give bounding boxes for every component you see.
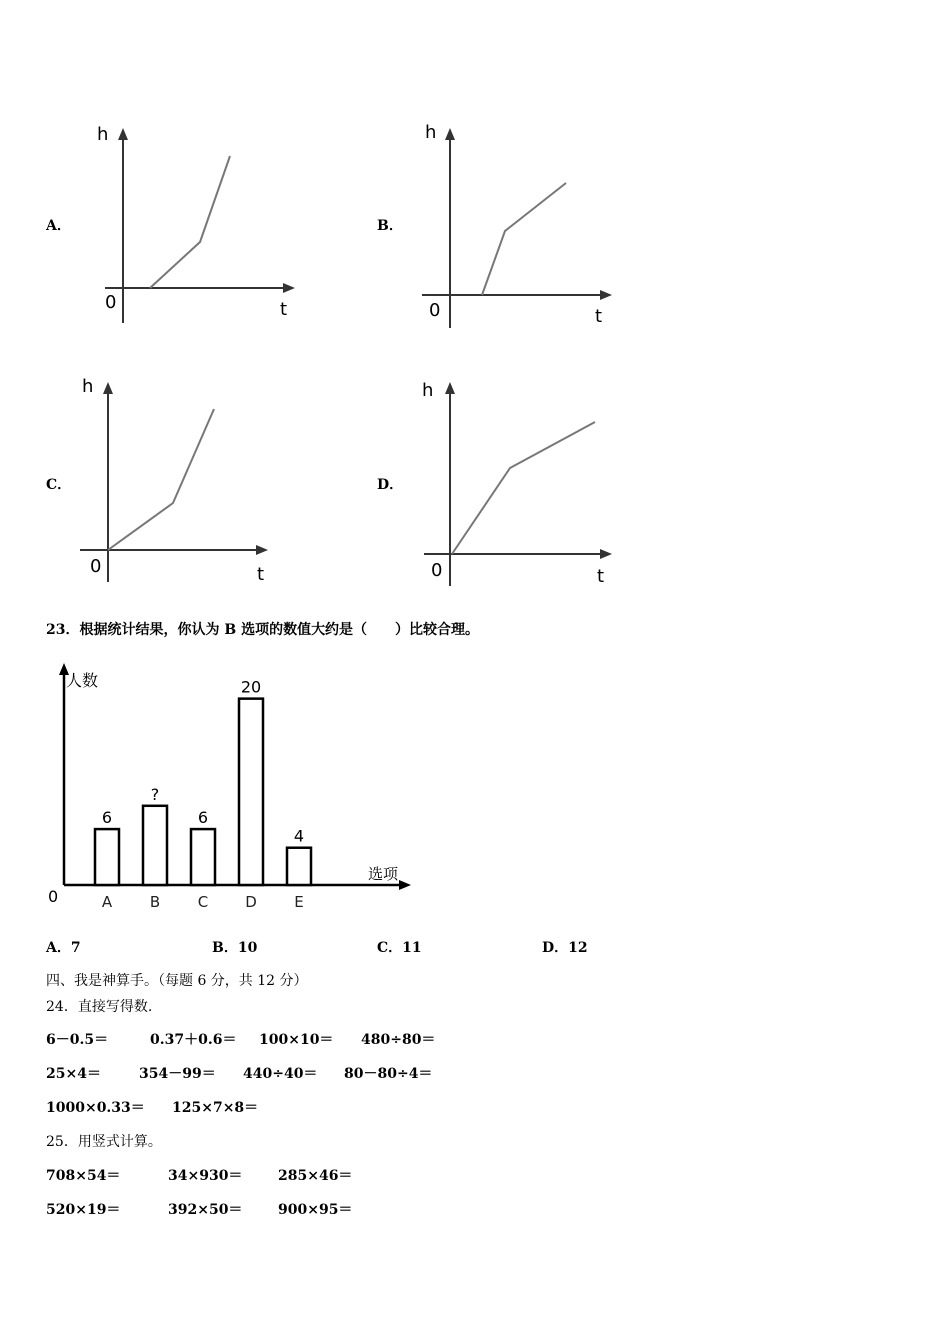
data-label-a: 6 bbox=[101, 808, 113, 828]
section-4-title: 四、我是神算手。（每题 6 分，共 12 分） bbox=[46, 973, 308, 989]
bar-chart bbox=[40, 660, 420, 915]
data-label-d: 20 bbox=[240, 677, 262, 697]
y-axis-label: h bbox=[82, 376, 94, 397]
q24-item: 480÷80＝ bbox=[361, 1032, 436, 1048]
origin-label: 0 bbox=[429, 300, 441, 321]
tick-label-a: A bbox=[101, 893, 113, 911]
option-b-graph bbox=[422, 118, 632, 338]
origin-label: 0 bbox=[90, 556, 102, 577]
y-axis-label: h bbox=[425, 122, 437, 143]
bar-d bbox=[239, 699, 263, 885]
q23-text: 23．根据统计结果，你认为 B 选项的数值大约是（ ）比较合理。 bbox=[46, 622, 480, 638]
origin-label: 0 bbox=[105, 292, 117, 313]
data-label-b: ? bbox=[150, 784, 160, 804]
tick-label-d: D bbox=[245, 893, 257, 911]
x-axis-label: t bbox=[280, 299, 288, 320]
q24-title: 24．直接写得数. bbox=[46, 999, 153, 1015]
q25-item: 900×95＝ bbox=[278, 1202, 353, 1218]
data-label-e: 4 bbox=[293, 826, 305, 846]
y-axis-arrow bbox=[103, 382, 113, 394]
q25-item: 708×54＝ bbox=[46, 1168, 121, 1184]
q24-item: 80－80÷4＝ bbox=[344, 1066, 433, 1082]
h-t-line bbox=[150, 156, 230, 288]
option-a-label: A． bbox=[46, 218, 71, 234]
q25-item: 520×19＝ bbox=[46, 1202, 121, 1218]
bar-a bbox=[95, 829, 119, 885]
tick-label-c: C bbox=[197, 893, 209, 911]
bar-c bbox=[191, 829, 215, 885]
y-axis-title: 人数 bbox=[66, 671, 99, 690]
h-t-line bbox=[482, 183, 566, 295]
x-axis-arrow bbox=[600, 549, 612, 559]
q24-item: 100×10＝ bbox=[259, 1032, 334, 1048]
option-b-label: B． bbox=[377, 218, 403, 234]
x-axis-arrow bbox=[283, 283, 295, 293]
x-axis-arrow bbox=[600, 290, 612, 300]
q25-item: 34×930＝ bbox=[168, 1168, 243, 1184]
x-axis-label: t bbox=[595, 306, 603, 327]
q24-item: 25×4＝ bbox=[46, 1066, 101, 1082]
y-axis-arrow bbox=[445, 382, 455, 394]
q24-item: 125×7×8＝ bbox=[172, 1100, 259, 1116]
bar-b bbox=[143, 806, 167, 885]
q23-choice-a[interactable]: A．7 bbox=[46, 940, 81, 956]
bar-e bbox=[287, 848, 311, 885]
q23-choice-c[interactable]: C．11 bbox=[377, 940, 422, 956]
option-a-graph bbox=[95, 118, 305, 338]
q23-choice-b[interactable]: B．10 bbox=[212, 940, 258, 956]
y-axis-label: h bbox=[97, 124, 109, 145]
q25-item: 392×50＝ bbox=[168, 1202, 243, 1218]
q24-item: 0.37＋0.6＝ bbox=[150, 1032, 237, 1048]
origin-label: 0 bbox=[431, 560, 443, 581]
q25-title: 25．用竖式计算。 bbox=[46, 1134, 162, 1150]
tick-label-e: E bbox=[294, 893, 304, 911]
q24-item: 6－0.5＝ bbox=[46, 1032, 109, 1048]
option-d-graph bbox=[422, 372, 632, 592]
x-axis-title: 选项 bbox=[368, 865, 399, 883]
x-axis-label: t bbox=[597, 566, 605, 587]
option-d-label: D． bbox=[377, 477, 404, 493]
option-c-graph bbox=[80, 372, 290, 592]
q24-item: 1000×0.33＝ bbox=[46, 1100, 145, 1116]
y-axis-arrow bbox=[118, 128, 128, 140]
tick-label-b: B bbox=[149, 893, 161, 911]
data-label-c: 6 bbox=[197, 808, 209, 828]
y-axis-arrow bbox=[445, 128, 455, 140]
h-t-line bbox=[452, 422, 595, 554]
x-axis-arrow bbox=[399, 880, 411, 890]
q24-item: 440÷40＝ bbox=[243, 1066, 318, 1082]
origin-label: 0 bbox=[48, 887, 59, 906]
q23-choice-d[interactable]: D．12 bbox=[542, 940, 588, 956]
option-c-label: C． bbox=[46, 477, 72, 493]
q24-item: 354－99＝ bbox=[139, 1066, 216, 1082]
x-axis-label: t bbox=[257, 564, 265, 585]
y-axis-label: h bbox=[422, 380, 434, 401]
h-t-line bbox=[108, 409, 214, 550]
x-axis-arrow bbox=[256, 545, 268, 555]
q25-item: 285×46＝ bbox=[278, 1168, 353, 1184]
